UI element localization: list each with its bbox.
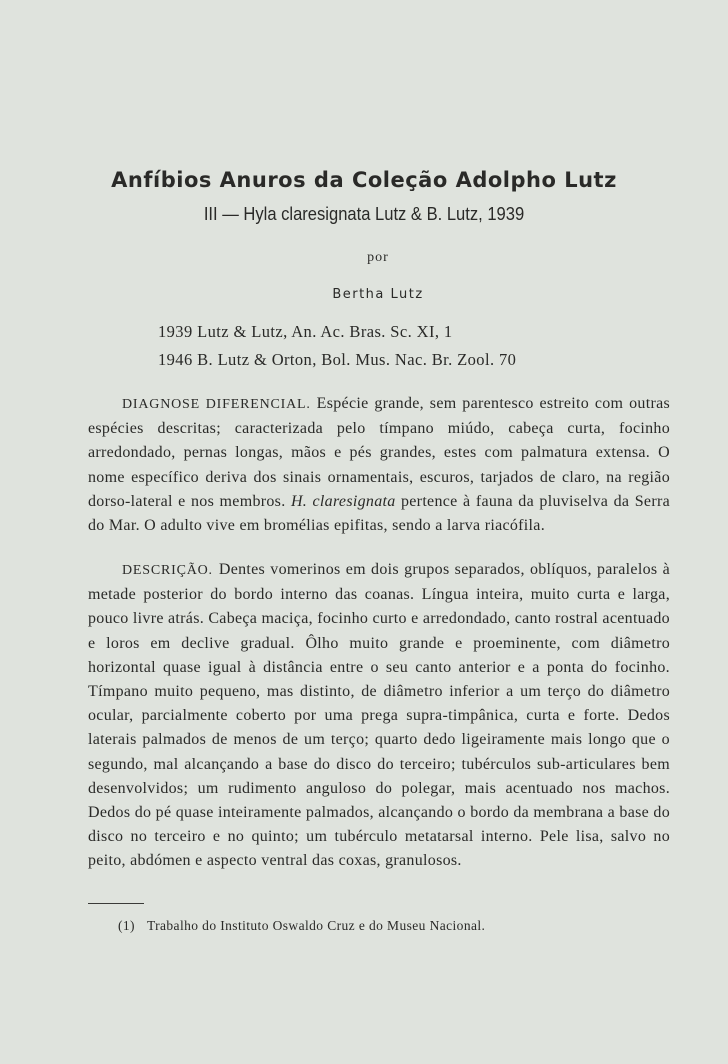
article-title: Anfíbios Anuros da Coleção Adolpho Lutz [111, 168, 617, 192]
author-name: Bertha Lutz [332, 287, 424, 302]
reference-item: 1946 B. Lutz & Orton, Bol. Mus. Nac. Br. Zool. 70 [158, 350, 517, 369]
footnote-number: (1) [118, 918, 135, 933]
diagnose-text: Espécie grande, sem parentesco estreito com outras espécies descritas; caracterizada pelo tímpano miúdo, cabeça curta, focinho arredondado, pernas longas, mãos e pés grandes, estes com palmatura extensa. O nome específico deriva dos sinais ornamentais, escuros, tarjados de claro, na região dorso-lateral e nos membros. [88, 395, 671, 510]
reference-item: 1939 Lutz & Lutz, An. Ac. Bras. Sc. XI, 1 [158, 322, 453, 341]
diagnose-paragraph [88, 392, 670, 538]
footnote [118, 918, 485, 934]
descricao-text: Dentes vomerinos em dois grupos separados, oblíquos, paralelos à metade posterior do bordo interno das coanas. Língua inteira, muito curta e larga, pouco livre atrás. Cabeça maciça, focinho curto e arredondado, canto rostral acentuado e loros em declive gradual. Ôlho muito grande e proeminente, com diâmetro horizontal quase igual à distância entre o seu canto anterior e a ponta do focinho. Tímpano muito pequeno, mas distinto, de diâmetro inferior a um terço do diâmetro ocular, parcialmente coberto por uma prega supra-timpânica, curta e forte. Dedos laterais palmados de menos de um terço; quarto dedo ligeiramente mais longo que o segundo, mal alcançando a base do disco do terceiro; tubérculos sub-articulares bem desenvolvidos; um rudimento anguloso do polegar, mais acentuado nos machos. Dedos do pé quase inteiramente palmados, alcançando o bordo da membrana a base do disco no terceiro e no quinto; um tubérculo metatarsal interno. Pele lisa, salvo no peito, abdómen e aspecto ventral das coxas, granulosos. [88, 561, 670, 870]
diagnose-text-end: pertence à fauna da pluviselva da Serra do Mar. O adulto vive em bromélias epifitas, sendo a larva riacófila. [88, 492, 670, 535]
article-subtitle: III — Hyla claresignata Lutz & B. Lutz, 1939 [203, 204, 525, 224]
reference-list [158, 318, 678, 374]
footnote-divider [88, 903, 144, 904]
byline-por: por [367, 250, 389, 265]
descricao-heading: DESCRIÇÃO. [122, 563, 213, 578]
species-name: H. claresignata [290, 492, 396, 510]
footnote-text: Trabalho do Instituto Oswaldo Cruz e do Museu Nacional. [146, 918, 486, 933]
diagnose-heading: DIAGNOSE DIFERENCIAL. [122, 397, 311, 412]
descricao-paragraph [88, 558, 670, 874]
